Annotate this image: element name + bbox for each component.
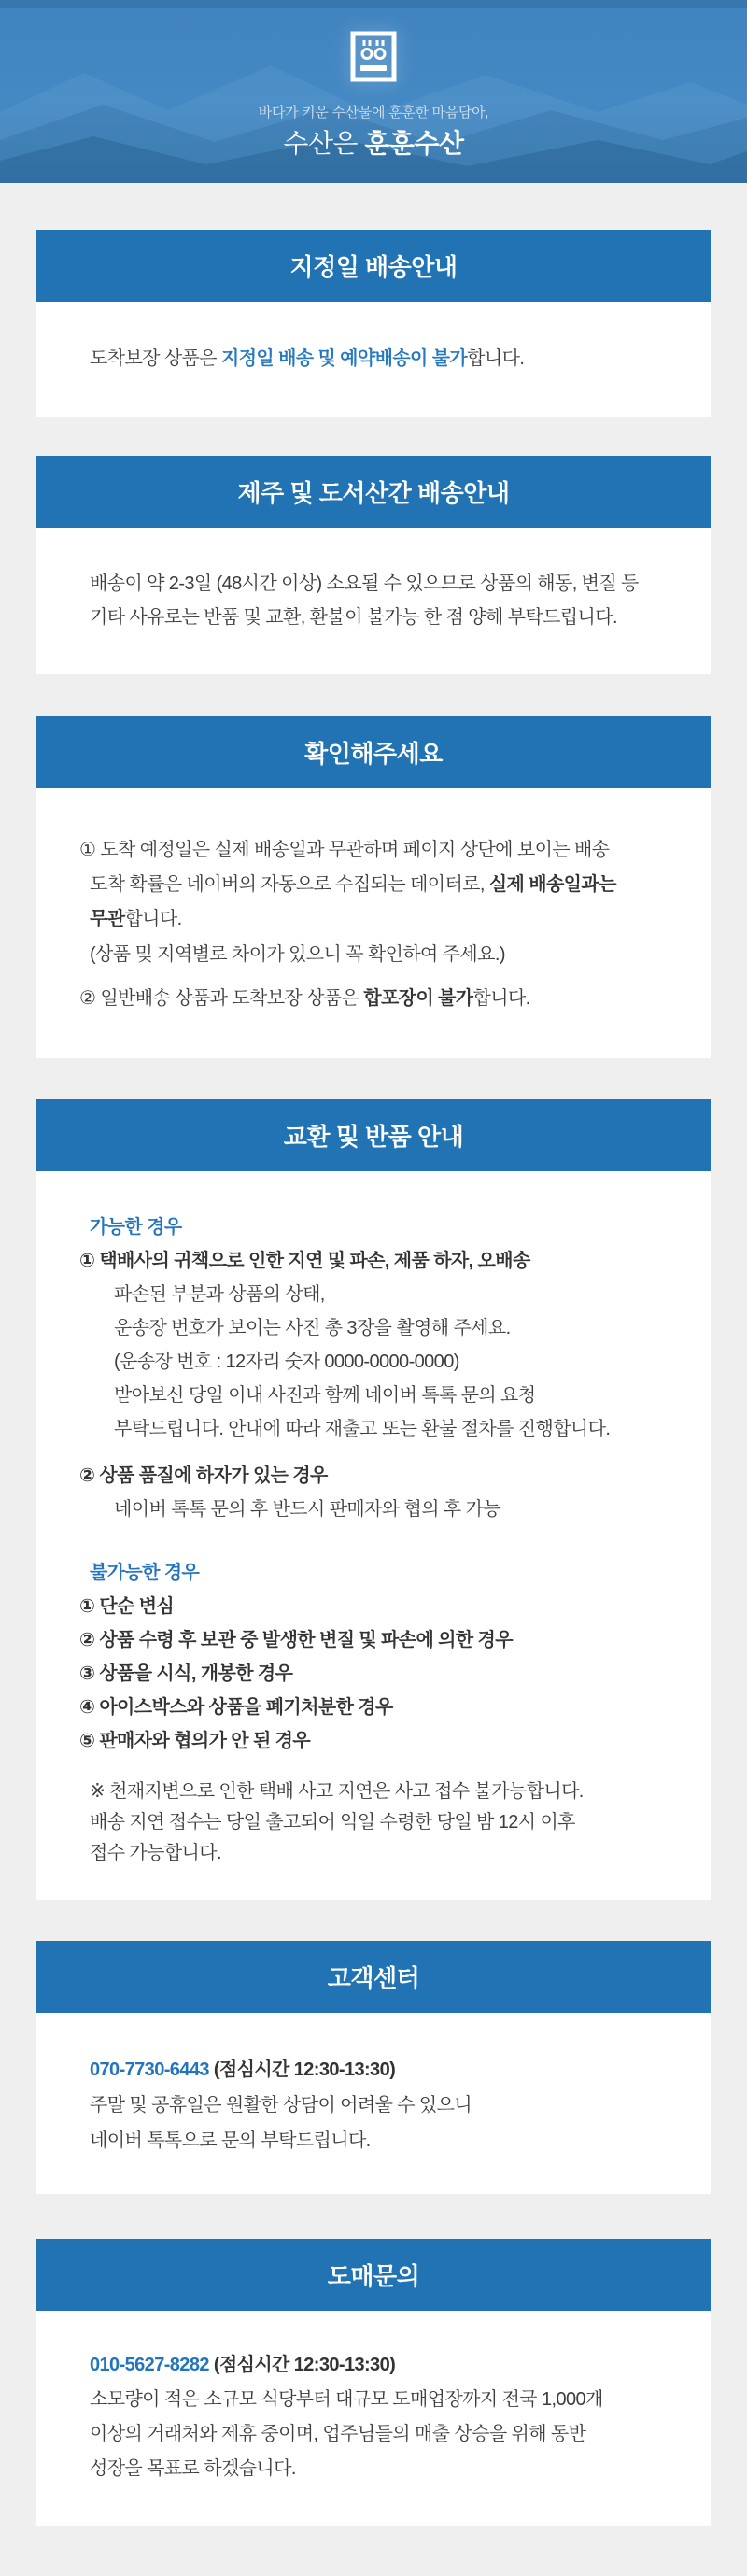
section-title-exchange-return: 교환 및 반품 안내 bbox=[36, 1099, 711, 1171]
wholesale-lunch-hours: (점심시간 12:30-13:30) bbox=[208, 2355, 396, 2375]
brand-title-prefix: 수산은 bbox=[283, 129, 365, 158]
possible-cases-label: 가능한 경우 bbox=[90, 1217, 182, 1238]
text-segment: 도착 예정일은 실제 배송일과 무관하며 페이지 상단에 보이는 배송 bbox=[100, 840, 610, 860]
circled-number: ① bbox=[79, 1596, 95, 1617]
section-title-designated-delivery: 지정일 배송안내 bbox=[36, 230, 711, 302]
section-title-customer-center: 고객센터 bbox=[36, 1941, 711, 2013]
section-wholesale-inquiry bbox=[36, 2239, 711, 2526]
possible-case-1-detail: 받아보신 당일 이내 사진과 함께 네이버 톡톡 문의 요청 bbox=[114, 1385, 536, 1406]
brand-title bbox=[0, 123, 747, 161]
section-title-please-check: 확인해주세요 bbox=[36, 716, 711, 788]
wholesale-phone-line bbox=[90, 2349, 669, 2382]
text-segment-bold: 택배사의 귀책으로 인한 지연 및 파손, 제품 하자, 오배송 bbox=[99, 1251, 530, 1271]
customer-center-phone-number: 070-7730-6443 bbox=[90, 2059, 209, 2080]
text-segment-bold: 상품 품질에 하자가 있는 경우 bbox=[99, 1465, 328, 1486]
text-segment-bold: 단순 변심 bbox=[99, 1596, 175, 1617]
section-customer-center bbox=[36, 1941, 711, 2194]
circled-number: ① bbox=[79, 1251, 95, 1271]
text-segment: 도착 확률은 네이버의 자동으로 수집되는 데이터로, bbox=[90, 874, 489, 895]
possible-case-1 bbox=[79, 1244, 669, 1278]
section-body-designated-delivery bbox=[36, 302, 711, 417]
possible-case-2 bbox=[79, 1459, 669, 1493]
designated-delivery-text bbox=[90, 341, 669, 376]
text-segment-bold: 합포장이 불가 bbox=[363, 988, 473, 1009]
customer-center-lunch-hours: (점심시간 12:30-13:30) bbox=[208, 2059, 396, 2080]
circled-number: ⑤ bbox=[79, 1731, 95, 1751]
impossible-case-4 bbox=[79, 1691, 669, 1724]
text-segment-bold: 무관 bbox=[90, 909, 125, 929]
impossible-cases-label: 불가능한 경우 bbox=[90, 1563, 200, 1583]
customer-center-phone-line bbox=[90, 2053, 669, 2087]
text-segment: 합니다. bbox=[124, 909, 182, 929]
circled-number: ① bbox=[79, 840, 96, 860]
circled-number: ④ bbox=[79, 1697, 95, 1718]
return-disclaimer bbox=[90, 1776, 669, 1869]
disclaimer-line: 배송 지연 접수는 당일 출고되어 익일 수령한 당일 밤 12시 이후 bbox=[90, 1812, 575, 1833]
text-segment-bold: 아이스박스와 상품을 폐기처분한 경우 bbox=[99, 1697, 393, 1718]
jeju-delivery-line: 기타 사유로는 반품 및 교환, 환불이 불가능 한 점 양해 부탁드립니다. bbox=[90, 607, 617, 628]
impossible-case-2 bbox=[79, 1623, 669, 1657]
possible-case-1-detail: 운송장 번호가 보이는 사진 총 3장을 촬영해 주세요. bbox=[114, 1318, 511, 1338]
impossible-case-1 bbox=[79, 1590, 669, 1623]
hunhun-logo-icon bbox=[350, 31, 397, 82]
section-please-check bbox=[36, 716, 711, 1058]
possible-case-1-detail: 파손된 부분과 상품의 상태, bbox=[114, 1284, 325, 1305]
impossible-case-3 bbox=[79, 1657, 669, 1691]
wholesale-phone-number: 010-5627-8282 bbox=[90, 2355, 209, 2375]
customer-center-note: 주말 및 공휴일은 원활한 상담이 어려울 수 있으니 bbox=[90, 2095, 472, 2116]
section-body-jeju-island-delivery bbox=[36, 528, 711, 674]
text-segment: 합니다. bbox=[467, 348, 525, 369]
check-item-1-note: (상품 및 지역별로 차이가 있으니 꼭 확인하여 주세요.) bbox=[90, 944, 505, 965]
brand-title-name: 훈훈수산 bbox=[364, 129, 464, 158]
text-segment-bold: 실제 배송일과는 bbox=[488, 874, 616, 895]
check-item-1-line-1 bbox=[79, 833, 669, 868]
circled-number: ② bbox=[79, 1465, 95, 1486]
wholesale-description: 성장을 목표로 하겠습니다. bbox=[90, 2458, 296, 2479]
possible-case-1-detail: (운송장 번호 : 12자리 숫자 0000-0000-0000) bbox=[114, 1352, 459, 1372]
text-segment-bold: 상품을 시식, 개봉한 경우 bbox=[99, 1663, 293, 1684]
impossible-case-5 bbox=[79, 1724, 669, 1758]
text-segment-highlight: 지정일 배송 및 예약배송이 불가 bbox=[220, 348, 468, 369]
brand-hero-banner bbox=[0, 0, 747, 183]
section-title-jeju-island-delivery: 제주 및 도서산간 배송안내 bbox=[36, 456, 711, 528]
section-title-wholesale-inquiry: 도매문의 bbox=[36, 2239, 711, 2311]
text-segment: 일반배송 상품과 도착보장 상품은 bbox=[100, 988, 364, 1009]
section-exchange-return bbox=[36, 1099, 711, 1900]
circled-number: ③ bbox=[79, 1663, 95, 1684]
text-segment: 도착보장 상품은 bbox=[90, 348, 221, 369]
check-item-2 bbox=[79, 982, 669, 1016]
disclaimer-line: ※ 천재지변으로 인한 택배 사고 지연은 사고 접수 불가능합니다. bbox=[90, 1781, 584, 1802]
brand-tagline: 바다가 키운 수산물에 훈훈한 마음담아, bbox=[258, 105, 489, 120]
text-segment: 합니다. bbox=[472, 988, 530, 1009]
circled-number: ② bbox=[79, 1630, 95, 1650]
possible-case-1-detail: 부탁드립니다. 안내에 따라 재출고 또는 환불 절차를 진행합니다. bbox=[114, 1419, 611, 1439]
section-designated-delivery bbox=[36, 230, 711, 417]
section-body-please-check bbox=[36, 788, 711, 1058]
text-segment-bold: 판매자와 협의가 안 된 경우 bbox=[99, 1731, 311, 1751]
section-body-exchange-return bbox=[36, 1171, 711, 1900]
jeju-delivery-line: 배송이 약 2-3일 (48시간 이상) 소요될 수 있으므로 상품의 해동, 변질 등 bbox=[90, 573, 639, 594]
check-item-1-line-3 bbox=[90, 902, 669, 937]
circled-number: ② bbox=[79, 988, 96, 1009]
disclaimer-line: 접수 가능합니다. bbox=[90, 1843, 221, 1863]
wholesale-description: 이상의 거래처와 제휴 중이며, 업주님들의 매출 상승을 위해 동반 bbox=[90, 2424, 586, 2444]
possible-case-2-detail: 네이버 톡톡 문의 후 반드시 판매자와 협의 후 가능 bbox=[114, 1499, 501, 1520]
section-jeju-island-delivery bbox=[36, 456, 711, 674]
customer-center-note: 네이버 톡톡으로 문의 부탁드립니다. bbox=[90, 2130, 371, 2151]
section-body-customer-center bbox=[36, 2013, 711, 2194]
wholesale-description: 소모량이 적은 소규모 식당부터 대규모 도매업장까지 전국 1,000개 bbox=[90, 2389, 603, 2410]
section-body-wholesale-inquiry bbox=[36, 2311, 711, 2526]
check-item-1-line-2 bbox=[90, 868, 669, 902]
text-segment-bold: 상품 수령 후 보관 중 발생한 변질 및 파손에 의한 경우 bbox=[99, 1630, 513, 1650]
